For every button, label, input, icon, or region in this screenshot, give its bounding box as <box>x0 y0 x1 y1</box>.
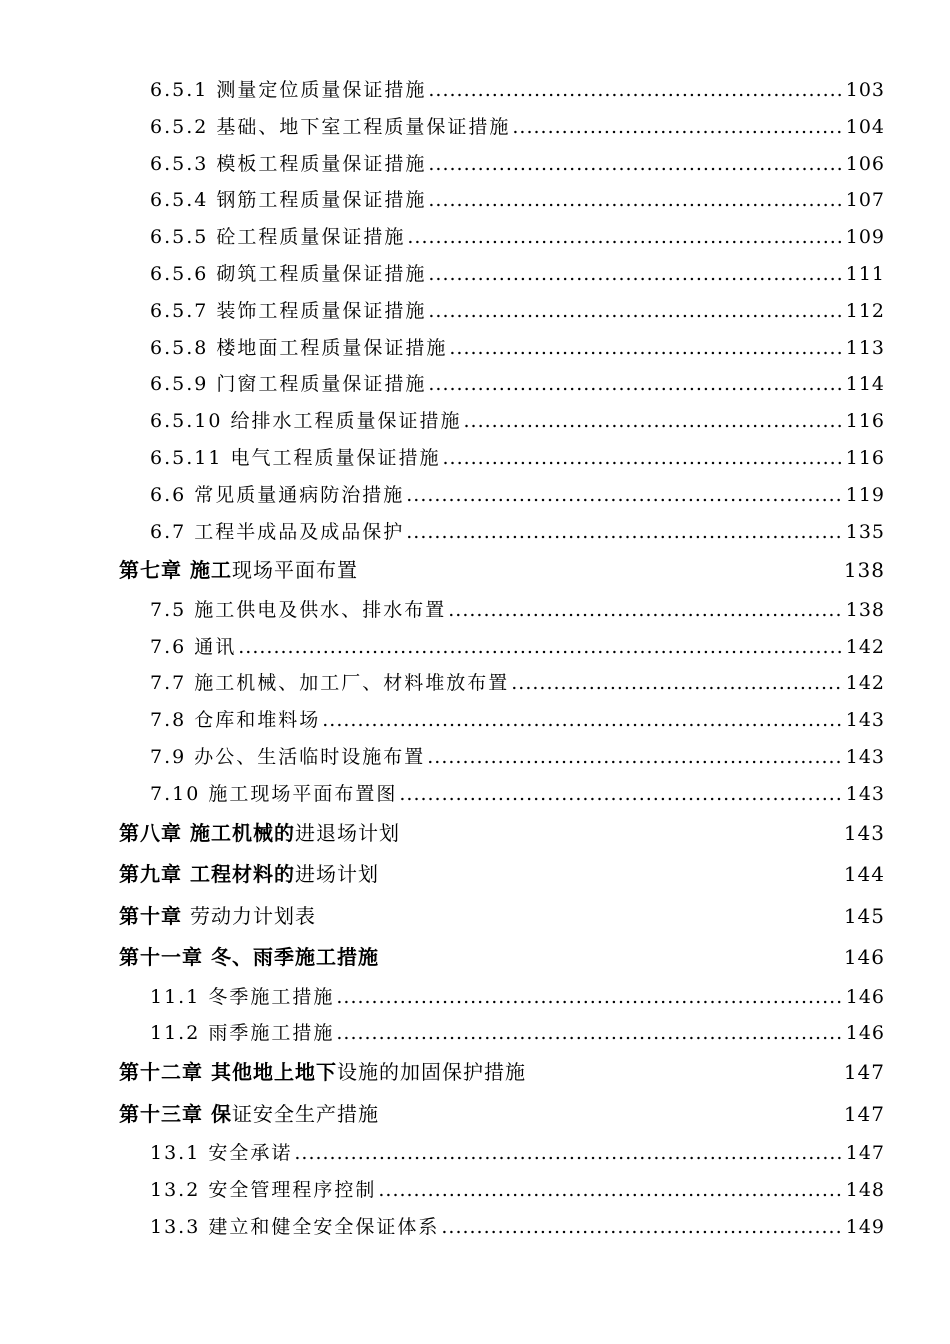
toc-page-number: 109 <box>845 226 885 249</box>
chapter-title-bold: 第七章 施工 <box>119 558 232 583</box>
chapter-title-bold: 第十二章 其他地上地下 <box>119 1060 337 1085</box>
toc-page-number: 147 <box>843 1101 885 1126</box>
chapter-title-bold: 第九章 工程材料的 <box>119 862 295 887</box>
toc-section-entry[interactable] <box>0 1015 950 1052</box>
toc-page-number: 135 <box>845 520 885 543</box>
toc-page-number: 138 <box>845 598 885 621</box>
toc-chapter-entry[interactable] <box>0 896 950 938</box>
chapter-title-bold: 第十三章 保 <box>119 1101 232 1126</box>
dot-leader <box>441 1209 843 1246</box>
toc-section-entry[interactable] <box>0 739 950 776</box>
toc-entry-line <box>119 937 885 979</box>
toc-entry-line <box>150 629 885 666</box>
chapter-title-rest: 设施的加固保护措施 <box>336 1060 526 1085</box>
toc-section-entry[interactable] <box>0 219 950 256</box>
toc-page-number: 114 <box>845 373 885 396</box>
toc-section-entry[interactable] <box>0 72 950 109</box>
dot-leader <box>511 665 843 702</box>
toc-entry-line <box>119 854 885 896</box>
toc-entry-line <box>150 72 885 109</box>
toc-section-entry[interactable] <box>0 330 950 367</box>
toc-section-entry[interactable] <box>0 366 950 403</box>
toc-page-number: 142 <box>845 635 885 658</box>
toc-entry-line <box>150 665 885 702</box>
toc-page-number: 107 <box>845 189 885 212</box>
toc-section-entry[interactable] <box>0 477 950 514</box>
toc-page-number: 106 <box>845 152 885 175</box>
toc-entry-title: 6.5.11 电气工程质量保证措施 <box>150 446 441 469</box>
toc-section-entry[interactable] <box>0 514 950 551</box>
toc-entry-line <box>150 1135 885 1172</box>
toc-section-entry[interactable] <box>0 629 950 666</box>
chapter-title-bold: 第十章 <box>119 903 190 928</box>
dot-leader <box>427 739 843 776</box>
toc-section-entry[interactable] <box>0 1209 950 1246</box>
toc-page-number: 146 <box>845 1022 885 1045</box>
toc-entry-line <box>119 550 885 592</box>
toc-entry-line <box>119 813 885 855</box>
dot-leader <box>407 219 843 256</box>
toc-entry-title: 6.5.1 测量定位质量保证措施 <box>150 79 427 101</box>
toc-page-number: 113 <box>845 336 885 359</box>
toc-entry-line <box>150 1209 885 1246</box>
toc-entry-line <box>119 1094 885 1136</box>
toc-entry-title: 6.5.8 楼地面工程质量保证措施 <box>150 336 448 359</box>
dot-leader <box>428 72 843 109</box>
toc-entry-title <box>119 896 316 938</box>
toc-section-entry[interactable] <box>0 403 950 440</box>
toc-page-number: 116 <box>845 410 885 433</box>
table-of-contents <box>0 72 950 1246</box>
toc-section-entry[interactable] <box>0 440 950 477</box>
chapter-title-bold: 第十一章 冬、雨季施工措施 <box>119 945 379 970</box>
chapter-title-rest: 现场平面布置 <box>231 558 358 583</box>
toc-page-number: 111 <box>845 262 885 285</box>
dot-leader <box>406 514 843 551</box>
toc-section-entry[interactable] <box>0 256 950 293</box>
toc-entry-title: 7.8 仓库和堆料场 <box>150 709 321 732</box>
toc-section-entry[interactable] <box>0 702 950 739</box>
toc-page-number: 116 <box>845 446 885 469</box>
toc-page-number: 103 <box>845 79 885 101</box>
toc-page-number: 112 <box>845 299 885 322</box>
toc-entry-line <box>150 514 885 551</box>
toc-entry-title: 11.1 冬季施工措施 <box>150 985 335 1008</box>
dot-leader <box>399 776 843 813</box>
toc-entry-line <box>150 979 885 1016</box>
toc-entry-line <box>150 366 885 403</box>
toc-section-entry[interactable] <box>0 665 950 702</box>
dot-leader <box>448 592 843 629</box>
toc-entry-title <box>119 813 400 855</box>
toc-entry-title: 6.5.3 模板工程质量保证措施 <box>150 152 427 175</box>
toc-section-entry[interactable] <box>0 1172 950 1209</box>
toc-section-entry[interactable] <box>0 979 950 1016</box>
toc-page-number: 138 <box>843 558 885 583</box>
toc-entry-line <box>150 477 885 514</box>
toc-page-number: 143 <box>845 782 885 805</box>
toc-entry-title: 7.5 施工供电及供水、排水布置 <box>150 598 447 621</box>
toc-page-number: 149 <box>845 1215 885 1238</box>
toc-chapter-entry[interactable] <box>0 937 950 979</box>
toc-section-entry[interactable] <box>0 146 950 183</box>
toc-entry-line <box>150 109 885 146</box>
toc-entry-title: 13.2 安全管理程序控制 <box>150 1179 377 1202</box>
toc-entry-line <box>119 1052 885 1094</box>
toc-section-entry[interactable] <box>0 109 950 146</box>
toc-entry-title: 7.6 通讯 <box>150 635 237 658</box>
toc-entry-title <box>119 1052 526 1094</box>
chapter-title-rest: 劳动力计划表 <box>189 903 316 928</box>
dot-leader <box>378 1172 843 1209</box>
toc-page-number: 146 <box>845 985 885 1008</box>
toc-entry-title: 13.3 建立和健全安全保证体系 <box>150 1215 440 1238</box>
toc-page-number: 147 <box>843 1060 885 1085</box>
toc-entry-title: 13.1 安全承诺 <box>150 1142 293 1165</box>
dot-leader <box>428 256 843 293</box>
toc-entry-line <box>150 1015 885 1052</box>
toc-entry-line <box>150 293 885 330</box>
toc-entry-line <box>150 592 885 629</box>
dot-leader <box>463 403 843 440</box>
dot-leader <box>512 109 843 146</box>
toc-page-number: 145 <box>843 903 885 928</box>
toc-entry-line <box>150 182 885 219</box>
dot-leader <box>428 366 843 403</box>
toc-entry-title: 6.5.7 装饰工程质量保证措施 <box>150 299 427 322</box>
toc-chapter-entry[interactable] <box>0 550 950 592</box>
toc-chapter-entry[interactable] <box>0 854 950 896</box>
toc-entry-line <box>150 739 885 776</box>
toc-page-number: 143 <box>843 820 885 845</box>
toc-page-number: 147 <box>845 1142 885 1165</box>
toc-entry-title: 6.6 常见质量通病防治措施 <box>150 483 405 506</box>
dot-leader <box>322 702 843 739</box>
dot-leader <box>336 1015 843 1052</box>
toc-entry-title: 6.5.10 给排水工程质量保证措施 <box>150 410 462 433</box>
toc-section-entry[interactable] <box>0 776 950 813</box>
toc-entry-title: 11.2 雨季施工措施 <box>150 1022 335 1045</box>
toc-entry-title <box>119 937 379 979</box>
toc-chapter-entry[interactable] <box>0 1094 950 1136</box>
toc-chapter-entry[interactable] <box>0 1052 950 1094</box>
toc-entry-line <box>150 403 885 440</box>
toc-entry-title: 6.5.6 砌筑工程质量保证措施 <box>150 262 427 285</box>
toc-entry-line <box>150 776 885 813</box>
toc-entry-line <box>150 146 885 183</box>
dot-leader <box>406 477 843 514</box>
dot-leader <box>294 1135 843 1172</box>
toc-page-number: 143 <box>845 709 885 732</box>
dot-leader <box>442 440 843 477</box>
chapter-title-rest: 进退场计划 <box>294 820 400 845</box>
toc-entry-title: 6.5.9 门窗工程质量保证措施 <box>150 373 427 396</box>
toc-entry-line <box>150 702 885 739</box>
dot-leader <box>238 629 843 666</box>
toc-entry-line <box>150 440 885 477</box>
toc-entry-title: 7.10 施工现场平面布置图 <box>150 782 398 805</box>
toc-section-entry[interactable] <box>0 1135 950 1172</box>
toc-page-number: 119 <box>845 483 885 506</box>
chapter-title-bold: 第八章 施工机械的 <box>119 820 295 845</box>
toc-entry-line <box>150 330 885 367</box>
toc-section-entry[interactable] <box>0 293 950 330</box>
toc-entry-title: 6.7 工程半成品及成品保护 <box>150 520 405 543</box>
chapter-title-rest: 证安全生产措施 <box>231 1101 379 1126</box>
dot-leader <box>428 146 843 183</box>
dot-leader <box>336 979 843 1016</box>
toc-entry-title: 6.5.4 钢筋工程质量保证措施 <box>150 189 427 212</box>
toc-section-entry[interactable] <box>0 592 950 629</box>
toc-entry-title <box>119 854 379 896</box>
chapter-title-rest: 进场计划 <box>294 862 379 887</box>
toc-page-number: 148 <box>845 1179 885 1202</box>
toc-entry-line <box>150 219 885 256</box>
toc-entry-title <box>119 550 358 592</box>
toc-entry-title: 6.5.2 基础、地下室工程质量保证措施 <box>150 115 511 138</box>
toc-entry-title <box>119 1094 379 1136</box>
toc-entry-line <box>119 896 885 938</box>
dot-leader <box>428 293 843 330</box>
toc-entry-title: 7.9 办公、生活临时设施布置 <box>150 746 426 769</box>
toc-page-number: 143 <box>845 746 885 769</box>
toc-page-number: 144 <box>843 862 885 887</box>
dot-leader <box>449 330 843 367</box>
dot-leader <box>428 182 843 219</box>
toc-page-number: 146 <box>843 945 885 970</box>
toc-entry-line <box>150 1172 885 1209</box>
toc-page-number: 142 <box>845 672 885 695</box>
toc-section-entry[interactable] <box>0 182 950 219</box>
toc-entry-line <box>150 256 885 293</box>
toc-entry-title: 6.5.5 砼工程质量保证措施 <box>150 226 406 249</box>
toc-page-number: 104 <box>845 115 885 138</box>
toc-entry-title: 7.7 施工机械、加工厂、材料堆放布置 <box>150 672 510 695</box>
toc-chapter-entry[interactable] <box>0 813 950 855</box>
